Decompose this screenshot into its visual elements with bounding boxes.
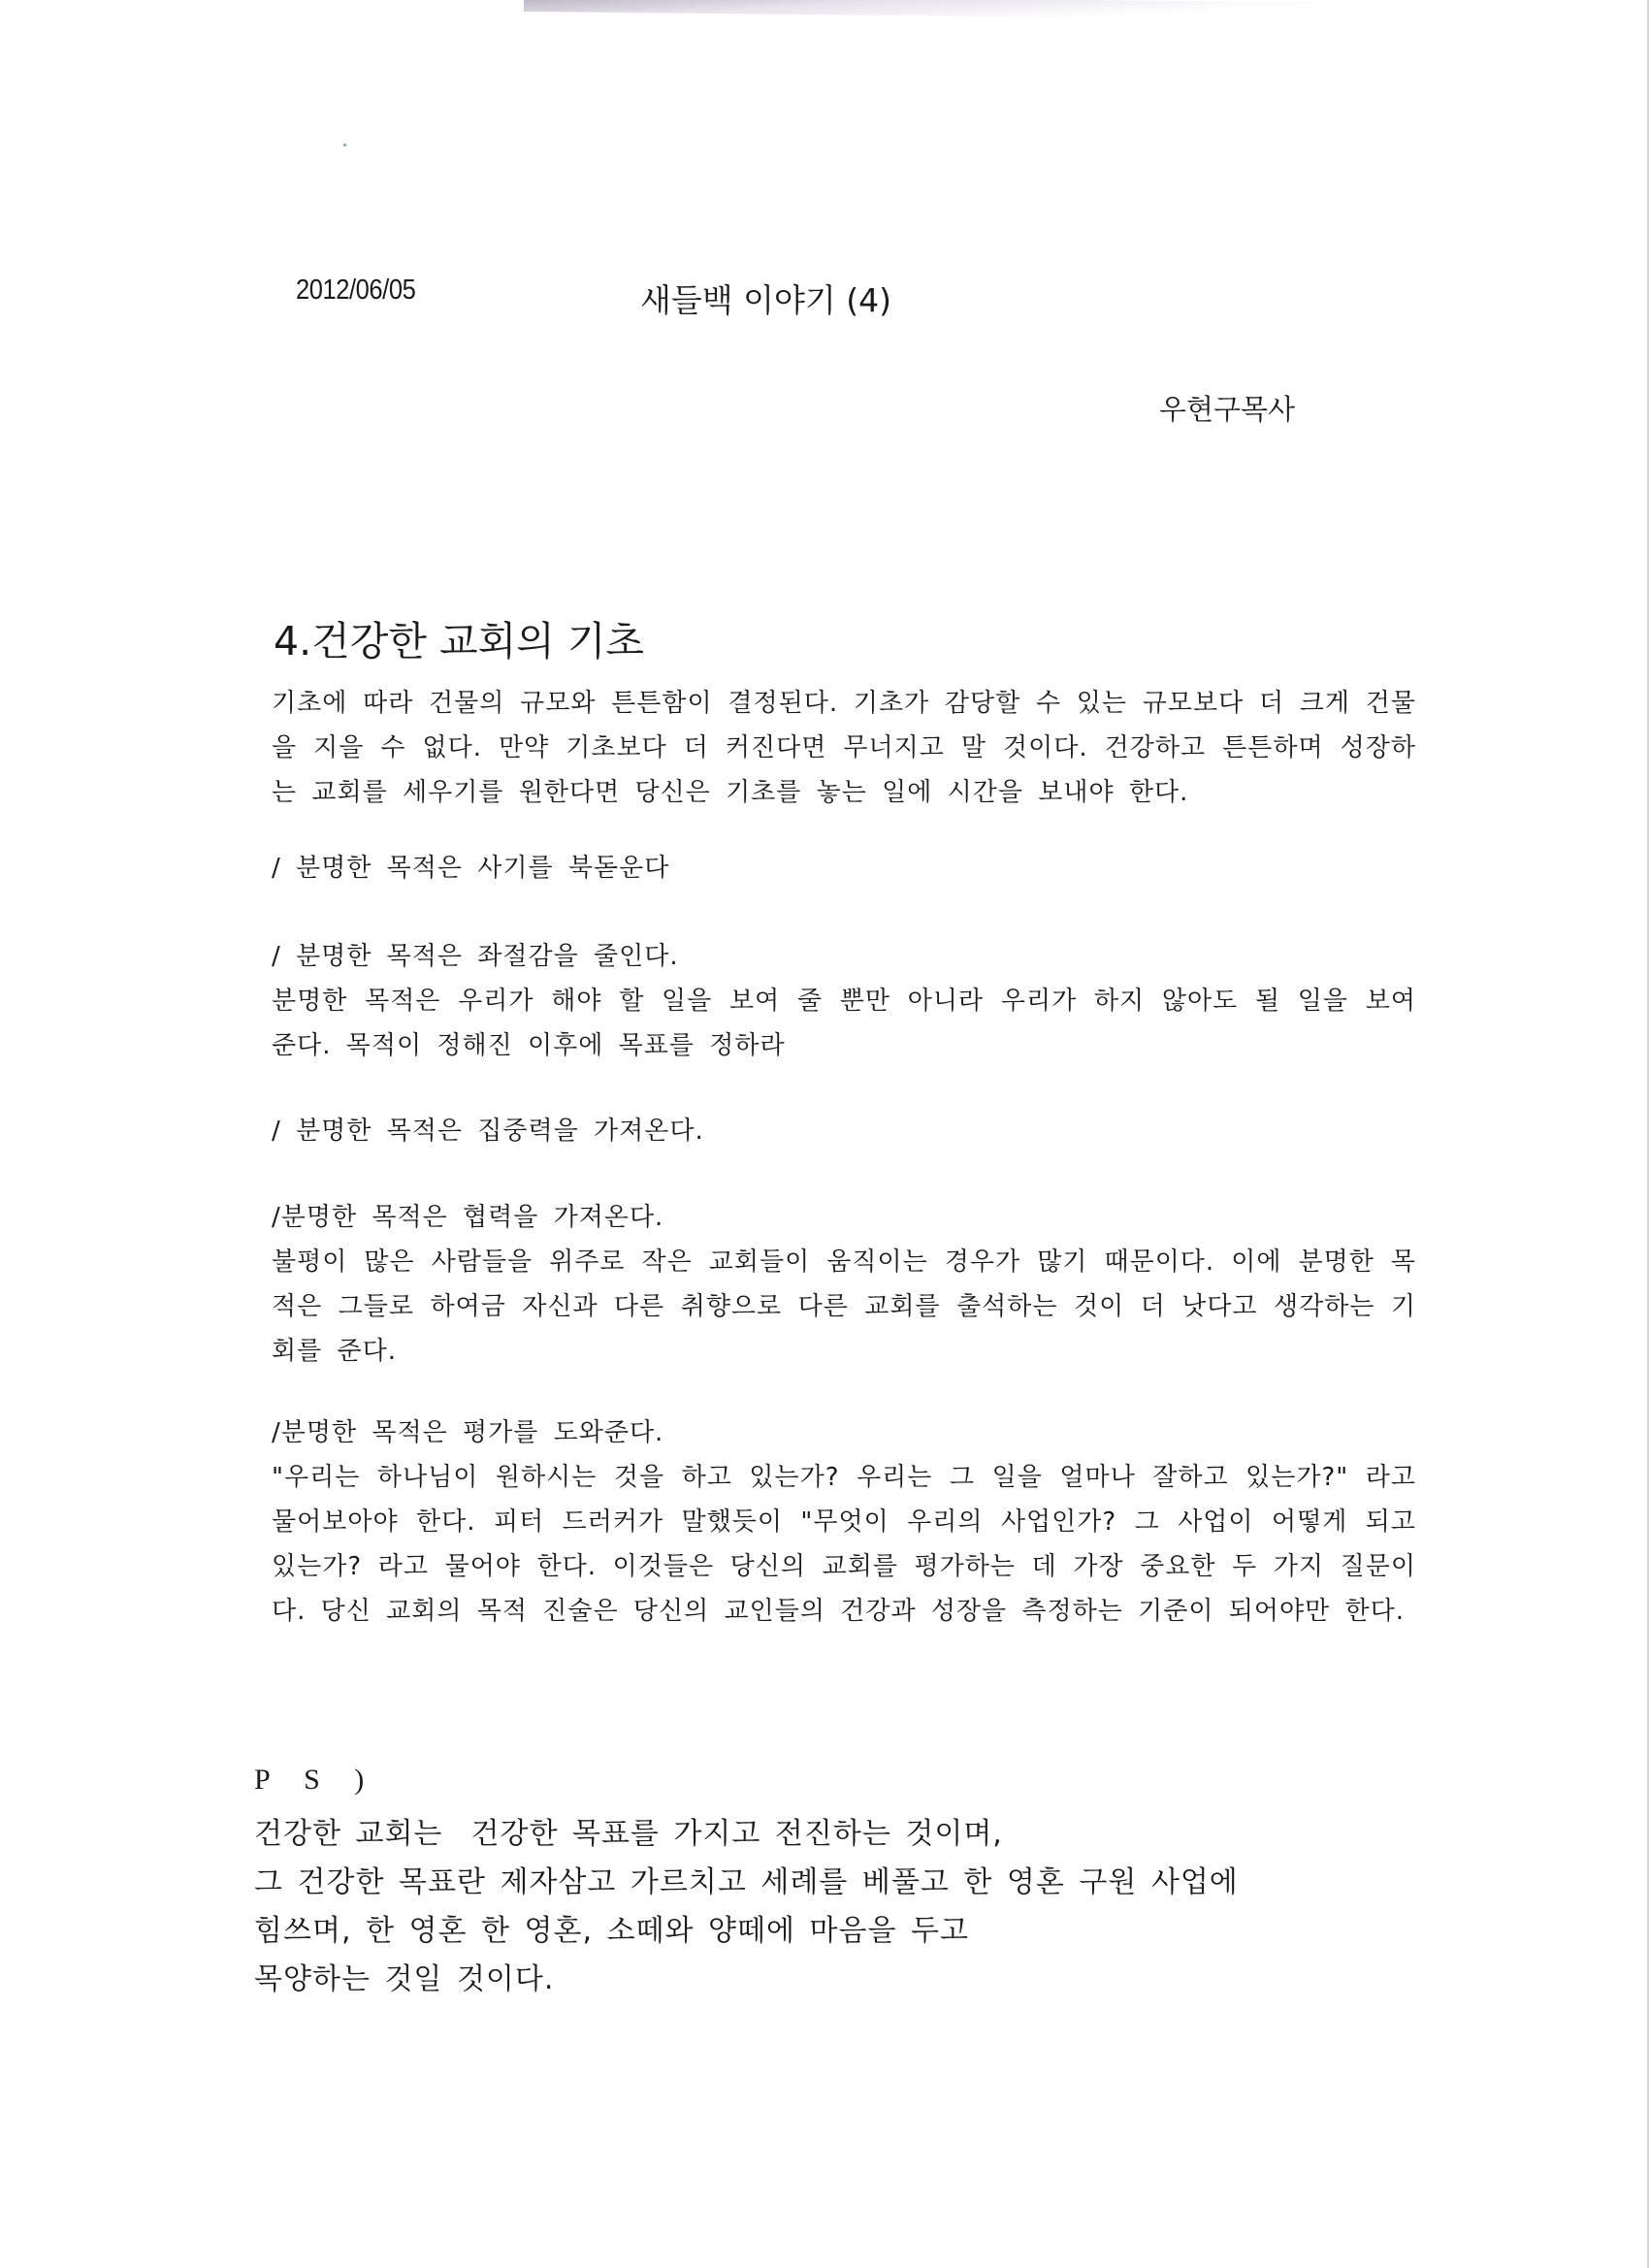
section-heading: 4.건강한 교회의 기초 xyxy=(274,618,645,664)
point-title: /분명한 목적은 평가를 도와준다. xyxy=(272,1418,664,1447)
intro-paragraph xyxy=(272,681,1416,815)
ps-line: 힘쓰며, 한 영혼 한 영혼, 소떼와 양떼에 마음을 두고 xyxy=(254,1914,969,1948)
ps-line: 목양하는 것일 것이다. xyxy=(254,1962,555,1996)
ps-body xyxy=(254,1810,1239,2004)
point-title: / 분명한 목적은 집중력을 가져온다. xyxy=(272,1117,704,1146)
point-1 xyxy=(272,846,1416,891)
intro-text: 기초에 따라 건물의 규모와 튼튼함이 결정된다. 기초가 감당할 수 있는 규모보다 더 크게 건물을 지을 수 없다. 만약 기초보다 더 커진다면 무너지고 말 것이다. 건강하고 튼튼하며 성장하는 교회를 세우기를 원한다면 당신은 기초를 놓는 일에 시간을 보내야 한다. xyxy=(272,689,1416,807)
ps-line: 건강한 교회는 건강한 목표를 가지고 전진하는 것이며, xyxy=(254,1817,1003,1851)
point-3 xyxy=(272,1109,1416,1153)
point-title: / 분명한 목적은 사기를 북돋운다 xyxy=(272,854,670,883)
point-2 xyxy=(272,934,1432,1068)
document-author: 우현구목사 xyxy=(1159,393,1296,426)
ps-label: P S ) xyxy=(254,1764,378,1796)
point-4 xyxy=(272,1195,1416,1374)
scan-edge-shadow xyxy=(524,0,1649,23)
point-5 xyxy=(272,1410,1432,1634)
point-body: 불평이 많은 사람들을 위주로 작은 교회들이 움직이는 경우가 많기 때문이다. 이에 분명한 목적은 그들로 하여금 자신과 다른 취향으로 다른 교회를 출석하는 것이 더 낫다고 생각하는 기회를 준다. xyxy=(272,1247,1416,1366)
ps-line: 그 건강한 목표란 제자삼고 가르치고 세례를 베풀고 한 영혼 구원 사업에 xyxy=(254,1865,1239,1899)
scan-speck xyxy=(343,144,346,146)
document-title: 새들백 이야기 (4) xyxy=(640,281,891,319)
point-title: / 분명한 목적은 좌절감을 줄인다. xyxy=(272,942,679,971)
point-body: 분명한 목적은 우리가 해야 할 일을 보여 줄 뿐만 아니라 우리가 하지 않아도 될 일을 보여 준다. 목적이 정해진 이후에 목표를 정하라 xyxy=(272,987,1432,1060)
point-title: /분명한 목적은 협력을 가져온다. xyxy=(272,1203,664,1232)
point-body: "우리는 하나님이 원하시는 것을 하고 있는가? 우리는 그 일을 얼마나 잘하고 있는가?" 라고 물어보아야 한다. 피터 드러커가 말했듯이 "무엇이 우리의 사업인가? 그 사업이 어떻게 되고 있는가? 라고 물어야 한다. 이것들은 당신의 교회를 평가하는 데 가장 중요한 두 가지 질문이다. 당신 교회의 목적 진술은 당신의 교인들의 건강과 성장을 측정하는 기준이 되어야만 한다. xyxy=(272,1463,1432,1626)
document-date: 2012/06/05 xyxy=(296,275,416,306)
